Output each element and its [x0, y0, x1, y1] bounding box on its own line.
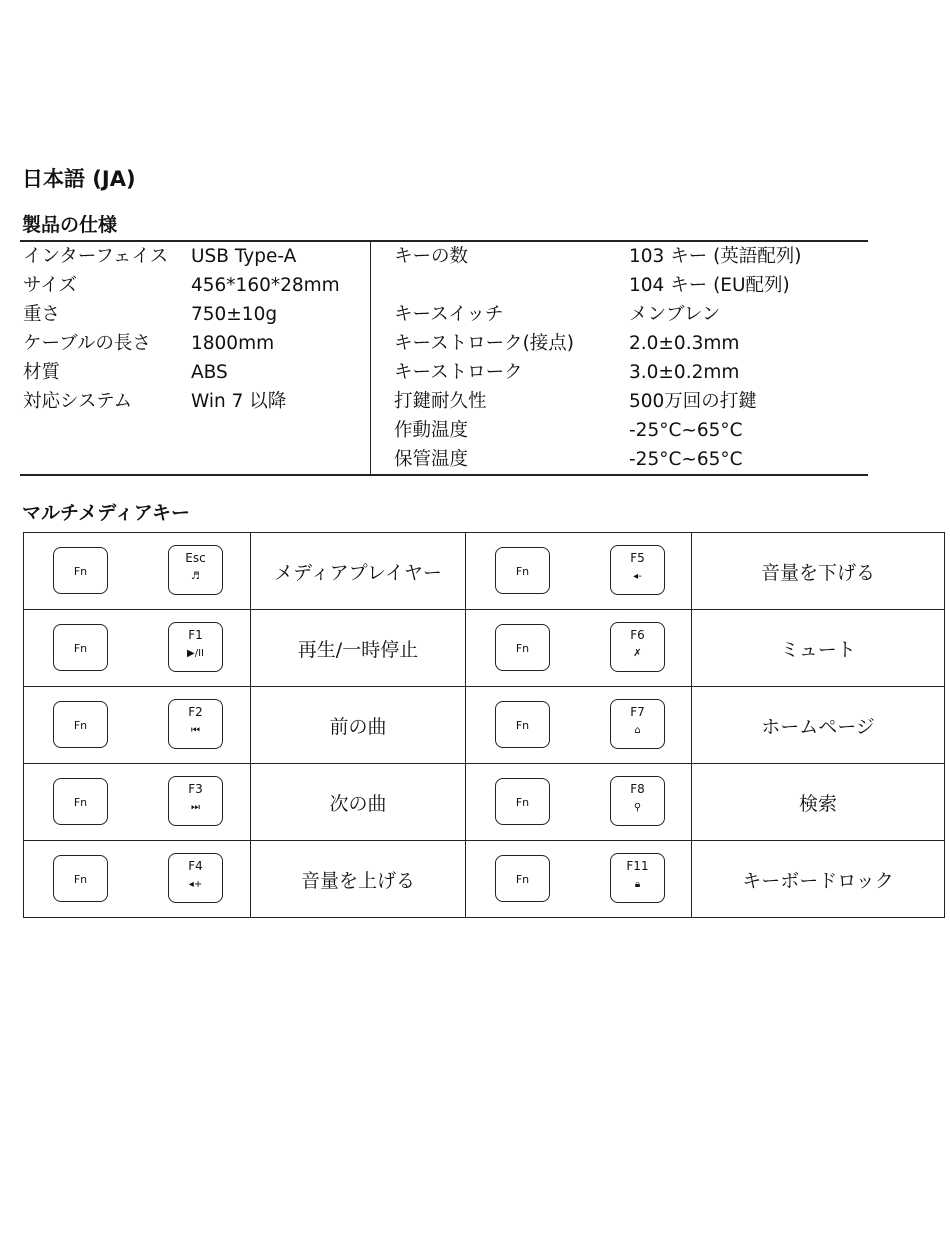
key-combo-cell	[466, 610, 692, 687]
key-combo-cell	[24, 764, 251, 841]
spec-value: -25°C~65°C	[629, 449, 743, 470]
key-combo-cell	[466, 533, 692, 610]
function-description: 検索	[692, 764, 945, 841]
fn-key: Fn	[495, 855, 550, 902]
spec-value: -25°C~65°C	[629, 420, 743, 441]
spec-label: インターフェイス	[23, 246, 169, 267]
function-key-label: F8	[630, 782, 645, 796]
function-key-label: F4	[188, 859, 203, 873]
spec-label: 保管温度	[394, 449, 469, 470]
table-row	[24, 764, 945, 841]
spec-heading: 製品の仕様	[22, 214, 118, 236]
home-icon: ⌂	[634, 725, 641, 736]
function-key	[168, 699, 223, 749]
spec-label: 重さ	[23, 304, 61, 325]
volume-down-icon: ◂-	[633, 571, 642, 582]
spec-value: Win 7 以降	[191, 391, 287, 412]
spec-value: メンブレン	[629, 304, 721, 325]
multimedia-heading: マルチメディアキー	[22, 502, 190, 524]
next-track-icon: ⏭	[191, 802, 200, 813]
table-row	[24, 533, 945, 610]
spec-label: キーの数	[394, 246, 469, 267]
function-description: 音量を上げる	[251, 841, 466, 918]
spec-label: キーストローク	[394, 362, 523, 383]
function-key	[610, 622, 665, 672]
fn-key: Fn	[495, 624, 550, 671]
mute-icon: ✗	[633, 648, 642, 659]
fn-key: Fn	[53, 855, 108, 902]
volume-up-icon: ◂+	[188, 879, 203, 890]
function-description: メディアプレイヤー	[251, 533, 466, 610]
spec-label: キースイッチ	[394, 304, 504, 325]
key-combo-cell	[24, 841, 251, 918]
function-description: ホームページ	[692, 687, 945, 764]
spec-table	[20, 240, 868, 476]
previous-track-icon: ⏮	[191, 725, 200, 736]
key-combo-cell	[466, 687, 692, 764]
spec-label: 材質	[23, 362, 61, 383]
table-row	[24, 610, 945, 687]
function-key-label: F1	[188, 628, 203, 642]
table-row	[24, 687, 945, 764]
spec-label: 対応システム	[23, 391, 133, 412]
spec-value: 750±10g	[191, 304, 278, 325]
key-combo-cell	[24, 610, 251, 687]
function-description: 次の曲	[251, 764, 466, 841]
key-combo-cell	[466, 841, 692, 918]
fn-key: Fn	[53, 778, 108, 825]
spec-value: 3.0±0.2mm	[629, 362, 740, 383]
spec-value: USB Type-A	[191, 246, 297, 267]
function-key	[610, 545, 665, 595]
spec-label: 打鍵耐久性	[394, 391, 487, 412]
fn-key: Fn	[53, 701, 108, 748]
key-combo-cell	[466, 764, 692, 841]
function-key	[610, 776, 665, 826]
function-description: ミュート	[692, 610, 945, 687]
key-combo-cell	[24, 533, 251, 610]
play-pause-icon: ▶/II	[187, 648, 204, 659]
function-key	[168, 776, 223, 826]
spec-value: ABS	[191, 362, 228, 383]
spec-divider	[370, 242, 371, 474]
spec-label: サイズ	[23, 275, 78, 296]
fn-key: Fn	[495, 778, 550, 825]
spec-label: ケーブルの長さ	[23, 333, 151, 354]
function-key-label: F5	[630, 551, 645, 565]
spec-value: 456*160*28mm	[191, 275, 340, 296]
page-title: 日本語 (JA)	[22, 167, 136, 191]
fn-key: Fn	[495, 701, 550, 748]
function-key-label: F7	[630, 705, 645, 719]
music-note-icon: ♬	[191, 571, 200, 582]
function-key	[168, 853, 223, 903]
fn-key: Fn	[53, 624, 108, 671]
function-key-label: F11	[626, 859, 649, 873]
function-key-label: F6	[630, 628, 645, 642]
function-key-label: Esc	[185, 551, 206, 565]
function-key	[168, 545, 223, 595]
spec-value: 1800mm	[191, 333, 275, 354]
spec-value: 103 キー (英語配列)	[629, 246, 802, 267]
table-row	[24, 841, 945, 918]
function-description: 前の曲	[251, 687, 466, 764]
function-description: キーボードロック	[692, 841, 945, 918]
function-key-label: F2	[188, 705, 203, 719]
function-key	[610, 699, 665, 749]
search-icon: ⚲	[633, 802, 642, 813]
function-key	[610, 853, 665, 903]
function-description: 再生/一時停止	[251, 610, 466, 687]
lock-icon: 🔒︎	[634, 879, 641, 890]
spec-value: 500万回の打鍵	[629, 391, 757, 412]
fn-key: Fn	[53, 547, 108, 594]
function-description: 音量を下げる	[692, 533, 945, 610]
spec-label: 作動温度	[394, 420, 469, 441]
spec-value: 104 キー (EU配列)	[629, 275, 790, 296]
function-key-label: F3	[188, 782, 203, 796]
spec-label: キーストローク(接点)	[394, 333, 575, 354]
key-combo-cell	[24, 687, 251, 764]
fn-key: Fn	[495, 547, 550, 594]
function-key	[168, 622, 223, 672]
multimedia-key-table	[23, 532, 945, 918]
spec-value: 2.0±0.3mm	[629, 333, 740, 354]
